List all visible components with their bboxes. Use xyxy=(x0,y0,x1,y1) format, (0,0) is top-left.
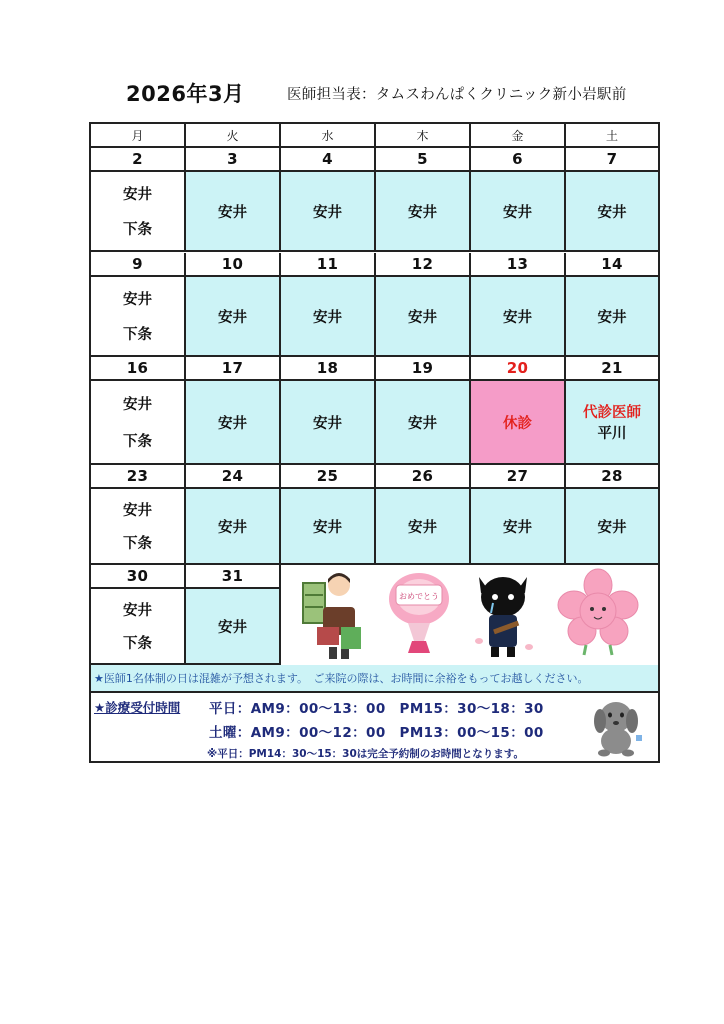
doctor-name: 安井 xyxy=(408,309,437,326)
flower-bouquet-icon xyxy=(386,567,452,661)
date-cell xyxy=(471,465,566,489)
doctor-cell xyxy=(566,277,658,357)
monday-doctors xyxy=(91,277,186,357)
doctor-name: 下条 xyxy=(123,536,152,552)
date-number: 2 xyxy=(132,150,143,168)
doctor-name: 安井 xyxy=(218,204,247,221)
doctor-name: 安井 xyxy=(408,204,437,221)
date-cell xyxy=(566,253,658,277)
doctor-name: 下条 xyxy=(123,327,152,343)
date-number: 31 xyxy=(221,567,244,585)
date-cell xyxy=(376,465,471,489)
illustration-area xyxy=(281,565,658,665)
doctor-name: 安井 xyxy=(503,204,532,221)
date-cell xyxy=(566,148,658,172)
doctor-name: 安井 xyxy=(123,503,152,519)
doctor-name: 安井 xyxy=(313,309,342,326)
date-number: 28 xyxy=(601,467,623,485)
weekday-header xyxy=(91,124,186,148)
date-number: 19 xyxy=(411,359,434,377)
hours-saturday: 土曜：AM9：00〜12：00 PM13：00〜15：00 xyxy=(209,725,544,741)
sakura-flower-icon xyxy=(556,567,640,661)
weekday-header xyxy=(566,124,658,148)
doctor-cell xyxy=(281,489,376,565)
date-number: 9 xyxy=(132,255,143,273)
doctor-cell xyxy=(376,172,471,252)
weekday-label: 金 xyxy=(511,128,524,143)
weekday-header xyxy=(281,124,376,148)
doctor-cell xyxy=(566,381,658,465)
title-subtitle: 医師担当表：タムスわんぱくクリニック新小岩駅前 xyxy=(287,87,627,103)
date-cell xyxy=(91,565,186,589)
date-number: 25 xyxy=(316,467,339,485)
doctor-name: 安井 xyxy=(218,415,247,432)
bouquet-ribbon-text: おめでとう xyxy=(399,592,439,601)
weekday-header xyxy=(186,124,281,148)
doctor-cell xyxy=(471,489,566,565)
doctor-name: 安井 xyxy=(123,397,152,413)
date-cell xyxy=(186,253,281,277)
date-number: 27 xyxy=(506,467,529,485)
date-cell xyxy=(471,148,566,172)
date-cell xyxy=(186,565,281,589)
doctor-name: 安井 xyxy=(218,519,247,536)
date-cell xyxy=(376,357,471,381)
doctor-cell xyxy=(281,277,376,357)
doctor-cell xyxy=(186,381,281,465)
doctor-cell xyxy=(376,381,471,465)
doctor-name: 安井 xyxy=(503,309,532,326)
doctor-cell xyxy=(566,172,658,252)
hours-weekday: 平日：AM9：00〜13：00 PM15：30〜18：30 xyxy=(209,701,544,717)
notice-banner: ★医師1名体制の日は混雑が予想されます。 ご来院の際は、お時間に余裕をもってお越しください。 xyxy=(91,665,658,693)
weekday-header xyxy=(471,124,566,148)
date-number: 26 xyxy=(411,467,434,485)
date-number: 3 xyxy=(227,150,238,168)
doctor-name: 安井 xyxy=(123,292,152,308)
doctor-cell xyxy=(186,172,281,252)
date-cell xyxy=(471,357,566,381)
doctor-name: 代診医師 xyxy=(583,405,641,421)
date-number: 30 xyxy=(126,567,149,585)
graduate-student-icon xyxy=(299,569,369,661)
doctor-name: 安井 xyxy=(123,603,152,619)
monday-doctors xyxy=(91,172,186,252)
reception-hours xyxy=(91,693,658,763)
doctor-name: 安井 xyxy=(597,204,627,221)
date-number: 11 xyxy=(316,255,339,273)
date-cell xyxy=(281,253,376,277)
monday-doctors xyxy=(91,589,186,665)
date-number: 18 xyxy=(316,359,339,377)
doctor-name: 休診 xyxy=(503,415,532,432)
doctor-name: 安井 xyxy=(597,309,627,326)
doctor-name: 安井 xyxy=(408,519,437,536)
gray-dog-icon xyxy=(586,695,646,759)
date-number: 5 xyxy=(417,150,428,168)
date-cell xyxy=(566,357,658,381)
date-cell xyxy=(91,253,186,277)
doctor-name: 下条 xyxy=(123,434,152,450)
date-cell xyxy=(186,465,281,489)
hours-note: ※平日：PM14：30〜15：30は完全予約制のお時間となります。 xyxy=(207,748,524,760)
doctor-cell xyxy=(186,589,281,665)
weekday-label: 月 xyxy=(131,128,144,143)
date-number: 7 xyxy=(606,150,618,168)
doctor-name: 安井 xyxy=(218,309,247,326)
crying-black-cat-icon xyxy=(471,567,535,661)
doctor-name: 安井 xyxy=(597,519,627,536)
date-cell xyxy=(281,465,376,489)
date-number: 17 xyxy=(221,359,244,377)
date-number: 13 xyxy=(506,255,529,273)
doctor-cell xyxy=(566,489,658,565)
date-cell xyxy=(281,357,376,381)
date-number: 21 xyxy=(601,359,623,377)
calendar-table xyxy=(89,122,660,763)
date-cell xyxy=(471,253,566,277)
date-cell xyxy=(91,465,186,489)
date-number: 4 xyxy=(322,150,333,168)
date-number: 16 xyxy=(126,359,149,377)
doctor-cell xyxy=(376,489,471,565)
doctor-cell xyxy=(471,277,566,357)
weekday-header xyxy=(376,124,471,148)
doctor-name: 安井 xyxy=(313,415,342,432)
date-cell xyxy=(566,465,658,489)
weekday-label: 木 xyxy=(416,128,429,143)
doctor-cell xyxy=(281,172,376,252)
doctor-name: 安井 xyxy=(313,204,342,221)
date-cell xyxy=(281,148,376,172)
doctor-cell xyxy=(281,381,376,465)
date-cell xyxy=(186,357,281,381)
doctor-name: 安井 xyxy=(218,619,247,636)
title-year-month: 2026年3月 xyxy=(126,82,245,106)
monday-doctors xyxy=(91,489,186,565)
doctor-cell xyxy=(186,277,281,357)
doctor-name: 安井 xyxy=(503,519,532,536)
doctor-cell xyxy=(186,489,281,565)
date-number: 6 xyxy=(512,150,523,168)
date-cell xyxy=(91,357,186,381)
date-cell xyxy=(376,253,471,277)
weekday-label: 火 xyxy=(226,128,239,143)
doctor-name: 下条 xyxy=(123,222,152,238)
doctor-name: 安井 xyxy=(313,519,342,536)
doctor-name: 安井 xyxy=(408,415,437,432)
date-number: 14 xyxy=(601,255,623,273)
date-number: 20 xyxy=(506,359,529,377)
doctor-name: 安井 xyxy=(123,187,152,203)
date-number: 23 xyxy=(126,467,149,485)
date-cell xyxy=(91,148,186,172)
weekday-label: 土 xyxy=(605,128,618,143)
date-number: 12 xyxy=(411,255,434,273)
monday-doctors xyxy=(91,381,186,465)
doctor-name: 平川 xyxy=(597,426,627,442)
date-number: 24 xyxy=(221,467,244,485)
date-cell xyxy=(186,148,281,172)
closed-cell xyxy=(471,381,566,465)
date-cell xyxy=(376,148,471,172)
weekday-label: 水 xyxy=(321,128,334,143)
hours-label: ★診療受付時間 xyxy=(94,700,181,715)
doctor-cell xyxy=(471,172,566,252)
doctor-cell xyxy=(376,277,471,357)
date-number: 10 xyxy=(221,255,244,273)
doctor-name: 下条 xyxy=(123,636,152,652)
